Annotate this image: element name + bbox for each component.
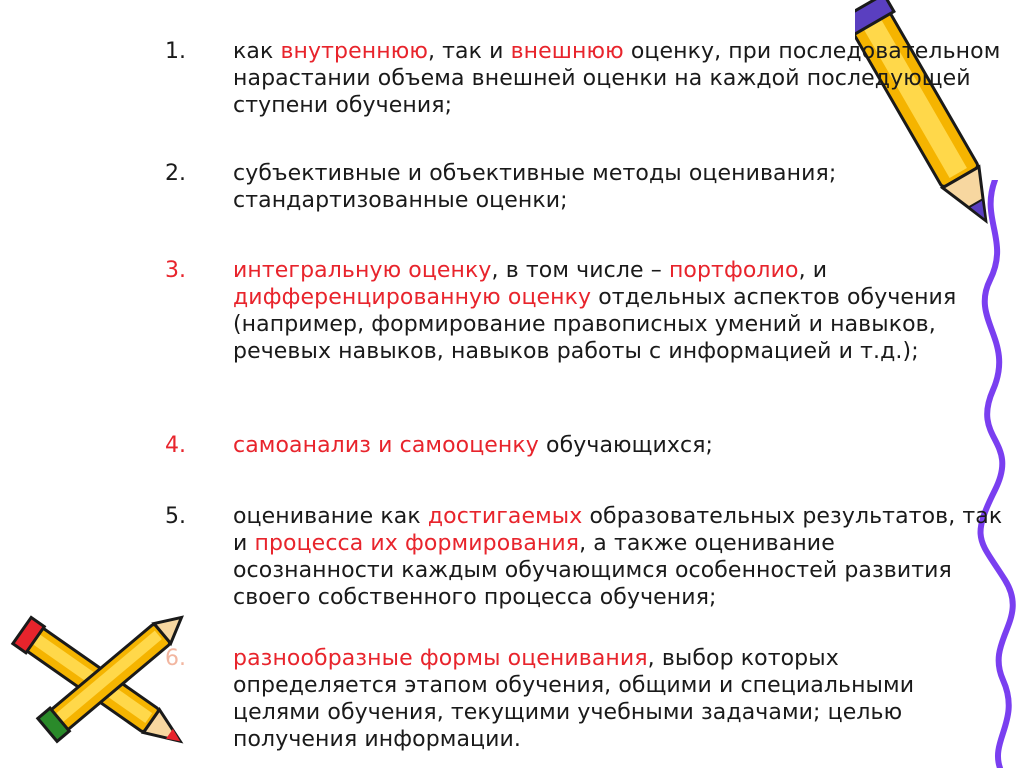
list-item-text	[233, 160, 1003, 214]
text-segment: образовательных результатов, так и	[233, 504, 1003, 556]
list-item-number: 6.	[165, 646, 186, 671]
list-item-text	[233, 503, 1003, 611]
text-segment: , так и	[427, 39, 511, 64]
highlighted-phrase: разнообразные формы оценивания	[233, 646, 648, 671]
text-segment: обучающихся;	[538, 433, 714, 458]
text-segment: субъективные и объективные методы оценивания; стандартизованные оценки;	[233, 161, 837, 213]
text-segment: , и	[798, 258, 828, 283]
list-item-number: 2.	[165, 161, 186, 186]
highlighted-phrase: интегральную оценку	[233, 258, 492, 283]
text-segment: как	[233, 39, 281, 64]
list-item-text	[233, 257, 1003, 365]
highlighted-phrase: портфолио	[668, 258, 799, 283]
text-segment: отдельных аспектов обучения (например, формирование правописных умений и навыков, речевых навыков, навыков работы с информацией и т.д.);	[233, 285, 957, 364]
text-segment: , в том числе –	[491, 258, 669, 283]
list-item-text	[233, 432, 1003, 459]
list-item-text	[233, 38, 1003, 119]
list-item-number: 4.	[165, 433, 186, 458]
text-segment: , выбор которых определяется этапом обучения, общими и специальными целями обучения, текущими учебными задачами; целью получения информации.	[233, 646, 915, 752]
list-item-number: 1.	[165, 39, 186, 64]
highlighted-phrase: самоанализ и самооценку	[233, 433, 539, 458]
highlighted-phrase: достигаемых	[427, 504, 583, 529]
highlighted-phrase: внешнюю	[510, 39, 624, 64]
list-item-text	[233, 645, 1003, 753]
list-item-number: 3.	[165, 258, 186, 283]
highlighted-phrase: дифференцированную оценку	[233, 285, 592, 310]
list-item-number: 5.	[165, 504, 186, 529]
text-segment: оценку, при последовательном нарастании объема внешней оценки на каждой последующей ступени обучения;	[233, 39, 1001, 118]
text-segment: , а также оценивание осознанности каждым обучающимся особенностей развития своего собственного процесса обучения;	[233, 531, 952, 610]
highlighted-phrase: процесса их формирования	[254, 531, 580, 556]
highlighted-phrase: внутреннюю	[280, 39, 428, 64]
text-segment: оценивание как	[233, 504, 428, 529]
